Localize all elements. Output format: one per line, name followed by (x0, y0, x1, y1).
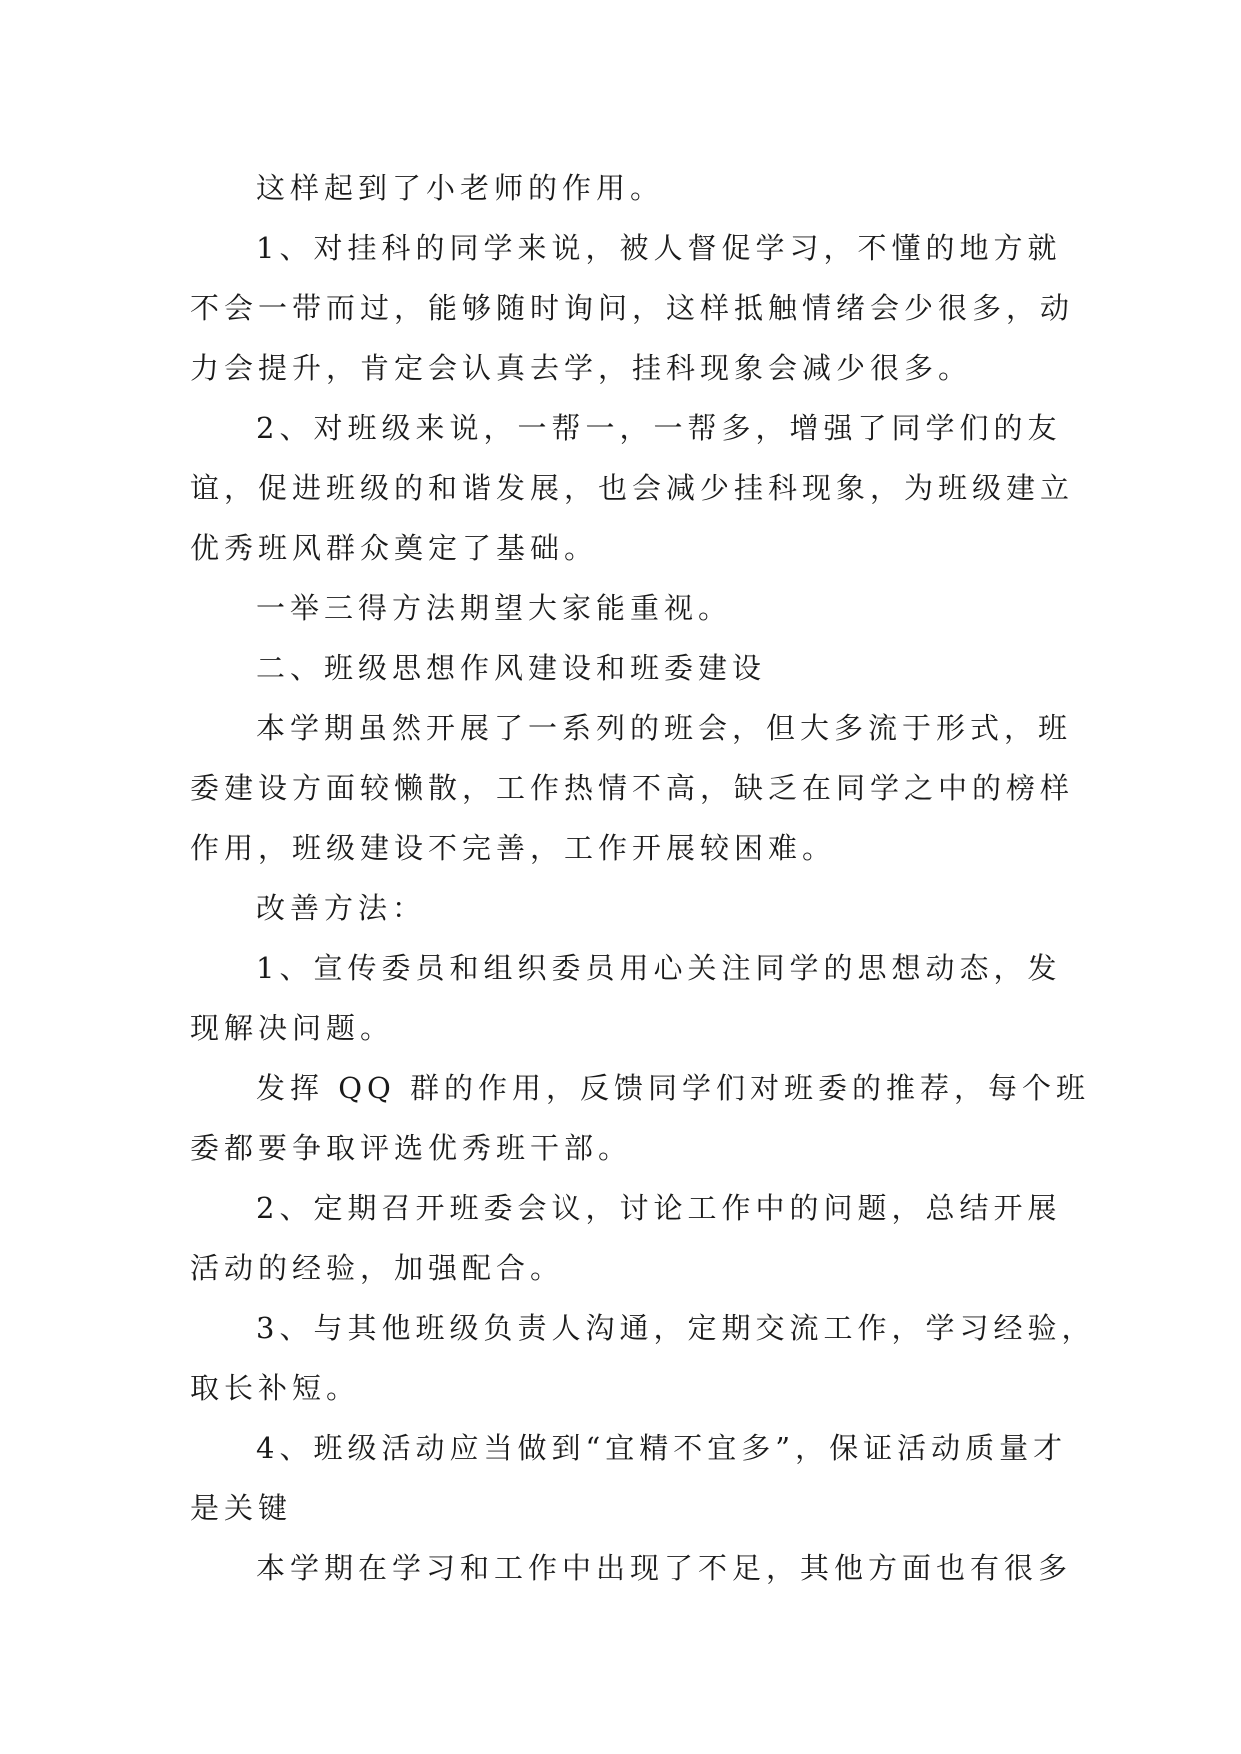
text-line: 二、班级思想作风建设和班委建设 (256, 651, 767, 685)
text-line: 是关键 (190, 1491, 293, 1525)
text-line: 2、对班级来说，一帮一，一帮多，增强了同学们的友 (256, 411, 1062, 445)
paragraph (190, 1538, 1073, 1598)
paragraph (190, 1298, 1096, 1418)
text-line: 3、与其他班级负责人沟通，定期交流工作，学习经验， (256, 1311, 1096, 1345)
paragraph (190, 1178, 1070, 1298)
text-line: 委建设方面较懒散，工作热情不高，缺乏在同学之中的榜样 (190, 771, 1075, 805)
text-line: 现解决问题。 (190, 1011, 395, 1045)
paragraph (190, 698, 1075, 878)
paragraph (190, 1418, 1070, 1538)
paragraph (190, 1058, 1090, 1178)
paragraph (190, 938, 1070, 1058)
section-heading (190, 638, 1070, 698)
text-line: 力会提升，肯定会认真去学，挂科现象会减少很多。 (190, 351, 973, 385)
paragraph (190, 878, 1070, 938)
text-line: 改善方法： (256, 891, 427, 925)
text-line: 不会一带而过，能够随时询问，这样抵触情绪会少很多，动 (190, 291, 1075, 325)
document-body (190, 158, 1096, 1598)
paragraph (190, 158, 1070, 218)
text-line: 本学期虽然开展了一系列的班会，但大多流于形式，班 (256, 711, 1073, 745)
text-line: 这样起到了小老师的作用。 (256, 171, 665, 205)
paragraph (190, 398, 1075, 578)
text-line: 1、宣传委员和组织委员用心关注同学的思想动态，发 (256, 951, 1062, 985)
text-line: 1、对挂科的同学来说，被人督促学习，不懂的地方就 (256, 231, 1062, 265)
text-line: 活动的经验，加强配合。 (190, 1251, 565, 1285)
text-line: 委都要争取评选优秀班干部。 (190, 1131, 633, 1165)
text-line: 4、班级活动应当做到“宜精不宜多”，保证活动质量才 (256, 1431, 1068, 1465)
text-line: 作用，班级建设不完善，工作开展较困难。 (190, 831, 837, 865)
paragraph (190, 578, 1070, 638)
text-line: 优秀班风群众奠定了基础。 (190, 531, 599, 565)
text-line: 2、定期召开班委会议，讨论工作中的问题，总结开展 (256, 1191, 1062, 1225)
text-line: 发挥 QQ 群的作用，反馈同学们对班委的推荐，每个班 (256, 1071, 1090, 1105)
paragraph (190, 218, 1075, 398)
text-line: 取长补短。 (190, 1371, 361, 1405)
text-line: 本学期在学习和工作中出现了不足，其他方面也有很多 (256, 1551, 1073, 1585)
text-line: 谊，促进班级的和谐发展，也会减少挂科现象，为班级建立 (190, 471, 1075, 505)
text-line: 一举三得方法期望大家能重视。 (256, 591, 733, 625)
